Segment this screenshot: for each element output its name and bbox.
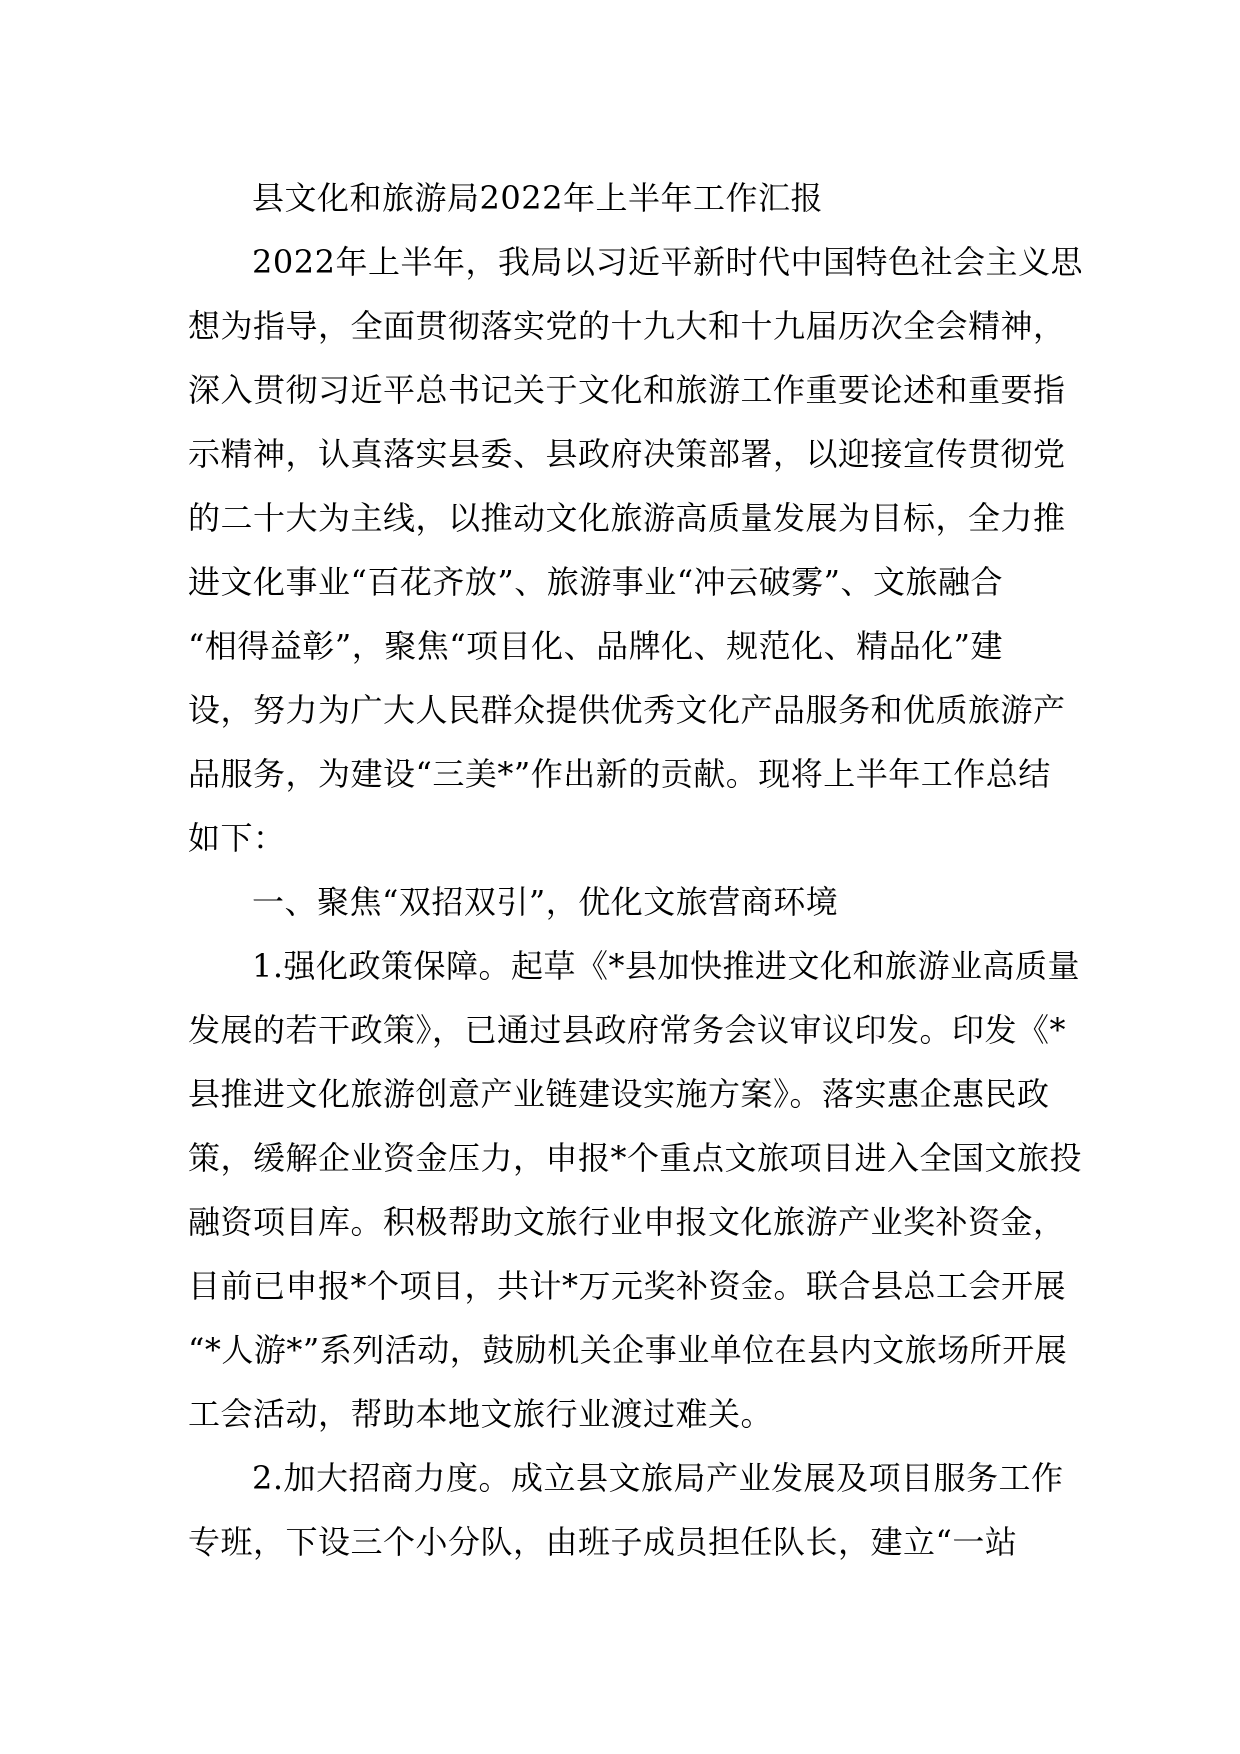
text-line: 的二十大为主线，以推动文化旅游高质量发展为目标，全力推 xyxy=(188,499,1066,537)
text-line: 进文化事业“百花齐放”、旅游事业“冲云破雾”、文旅融合 xyxy=(188,563,1003,601)
item-1-paragraph xyxy=(188,934,1083,1446)
document-body xyxy=(188,166,1083,1574)
document-title: 县文化和旅游局2022年上半年工作汇报 xyxy=(252,179,823,217)
text-line: 2022年上半年，我局以习近平新时代中国特色社会主义思 xyxy=(252,243,1083,281)
text-line: 设，努力为广大人民群众提供优秀文化产品服务和优质旅游产 xyxy=(188,691,1066,729)
text-line: 1.强化政策保障。起草《*县加快推进文化和旅游业高质量 xyxy=(252,947,1081,985)
text-line: 品服务，为建设“三美*”作出新的贡献。现将上半年工作总结 xyxy=(188,755,1051,793)
text-line: 深入贯彻习近平总书记关于文化和旅游工作重要论述和重要指 xyxy=(188,371,1066,409)
text-line: “*人游*”系列活动，鼓励机关企事业单位在县内文旅场所开展 xyxy=(188,1331,1068,1369)
text-line: 县推进文化旅游创意产业链建设实施方案》。落实惠企惠民政 xyxy=(188,1075,1050,1113)
section-heading: 一、聚焦“双招双引”，优化文旅营商环境 xyxy=(252,883,839,921)
text-line: 策，缓解企业资金压力，申报*个重点文旅项目进入全国文旅投 xyxy=(188,1139,1083,1177)
text-line: 想为指导，全面贯彻落实党的十九大和十九届历次全会精神， xyxy=(188,307,1066,345)
text-line: 2.加大招商力度。成立县文旅局产业发展及项目服务工作 xyxy=(252,1459,1064,1497)
text-line: 工会活动，帮助本地文旅行业渡过难关。 xyxy=(188,1395,774,1433)
text-line: 专班，下设三个小分队，由班子成员担任队长，建立“一站 xyxy=(188,1523,1018,1561)
text-line: 融资项目库。积极帮助文旅行业申报文化旅游产业奖补资金， xyxy=(188,1203,1066,1241)
item-2-paragraph xyxy=(188,1446,1064,1574)
text-line: 发展的若干政策》，已通过县政府常务会议审议印发。印发《* xyxy=(188,1011,1067,1049)
text-line: 示精神，认真落实县委、县政府决策部署，以迎接宣传贯彻党 xyxy=(188,435,1066,473)
text-line: 如下： xyxy=(188,819,286,857)
text-line: 目前已申报*个项目，共计*万元奖补资金。联合县总工会开展 xyxy=(188,1267,1067,1305)
text-line: “相得益彰”，聚焦“项目化、品牌化、规范化、精品化”建 xyxy=(188,627,1003,665)
intro-paragraph xyxy=(188,230,1083,870)
